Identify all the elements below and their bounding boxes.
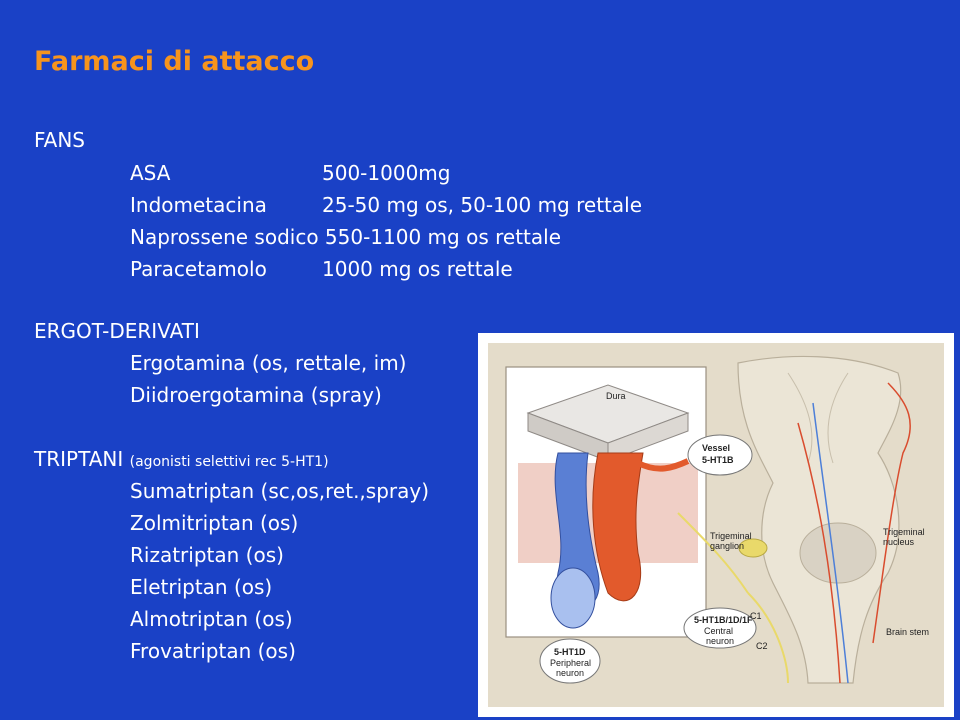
svg-text:Peripheral: Peripheral [550,658,592,668]
anatomy-figure [478,333,954,717]
fans-heading: FANS [34,128,86,152]
svg-text:ganglion: ganglion [710,541,745,551]
vessel-receptor-label: 5-HT1B [702,455,734,465]
drug-dose: 25-50 mg os, 50-100 mg rettale [322,193,642,217]
triptani-heading [34,447,329,474]
svg-text:neuron: neuron [706,636,735,646]
svg-text:5-HT1B/1D/1F: 5-HT1B/1D/1F [694,615,753,625]
triptani-item: Zolmitriptan (os) [130,511,299,535]
triptani-item: Eletriptan (os) [130,575,273,599]
triptani-item: Frovatriptan (os) [130,639,296,663]
svg-text:Trigeminal: Trigeminal [883,527,925,537]
drug-dose: 1000 mg os rettale [322,257,513,281]
svg-text:Dura: Dura [606,391,626,401]
triptani-note: (agonisti selettivi rec 5-HT1) [129,454,329,470]
triptani-item: Almotriptan (os) [130,607,293,631]
ergot-item: Diidroergotamina (spray) [130,383,382,407]
svg-text:Central: Central [704,626,734,636]
triptani-item: Rizatriptan (os) [130,543,284,567]
ergot-item: Ergotamina (os, rettale, im) [130,351,407,375]
svg-text:nucleus: nucleus [883,537,915,547]
svg-text:C1: C1 [750,611,762,621]
drug-name: Naprossene sodico 550-1100 mg os rettale [130,225,561,249]
drug-dose: 500-1000mg [322,161,451,185]
trigeminovascular-diagram [488,343,944,707]
fans-item-asa [130,161,451,185]
drug-name: Indometacina [130,193,267,217]
svg-text:Trigeminal: Trigeminal [710,531,752,541]
triptani-item: Sumatriptan (sc,os,ret.,spray) [130,479,430,503]
drug-name: ASA [130,161,171,185]
svg-text:Brain stem: Brain stem [886,627,930,637]
svg-text:C2: C2 [756,641,768,651]
vessel-label: Vessel [702,443,731,453]
ergot-heading: ERGOT-DERIVATI [34,319,200,343]
svg-text:5-HT1D: 5-HT1D [554,647,586,657]
svg-text:neuron: neuron [556,668,585,678]
fans-item-naprossene [130,225,561,249]
drug-name: Paracetamolo [130,257,267,281]
fans-item-paracetamolo [130,257,513,281]
fans-item-indometacina [130,193,642,217]
slide-title: Farmaci di attacco [34,46,315,77]
triptani-title: TRIPTANI [34,447,124,471]
